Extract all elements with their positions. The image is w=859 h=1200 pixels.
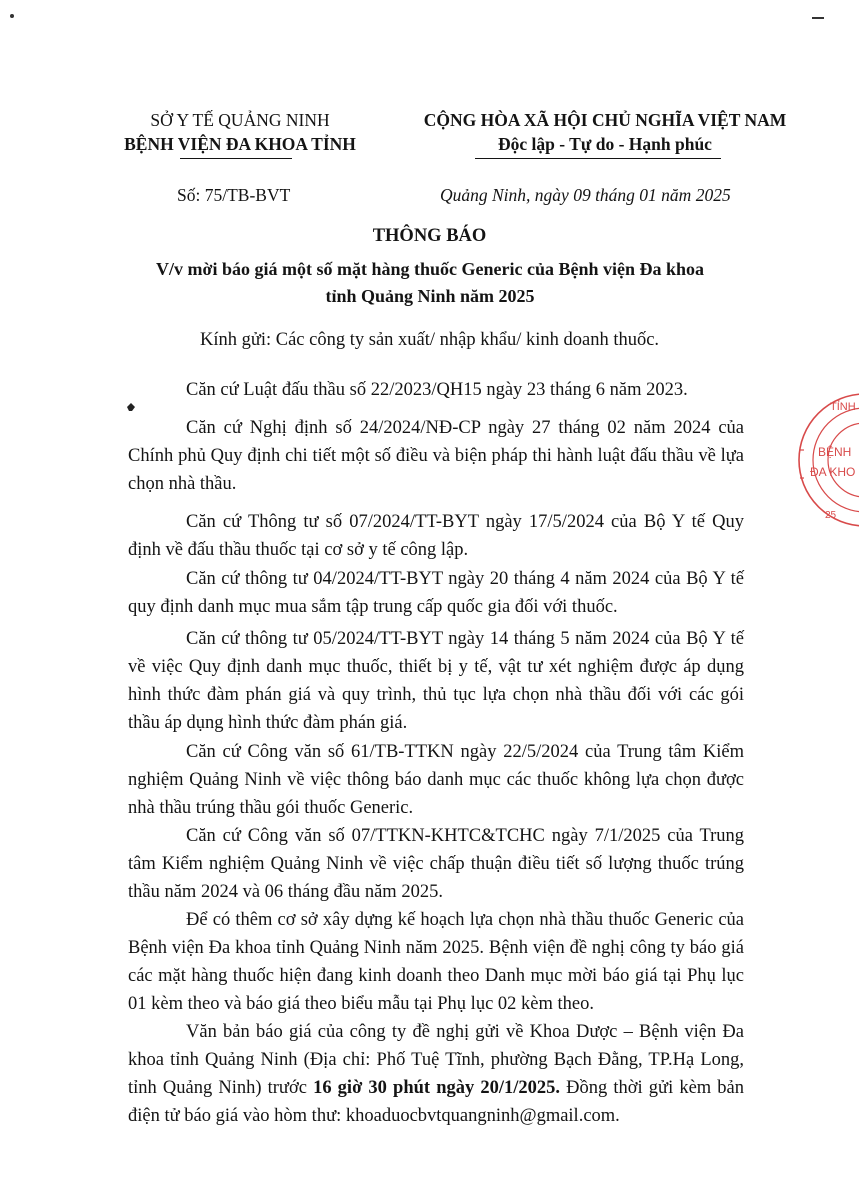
- body-paragraph: Căn cứ Luật đấu thầu số 22/2023/QH15 ngày 23 tháng 6 năm 2023.: [186, 380, 688, 400]
- body-paragraph-submission: [128, 1018, 744, 1130]
- body-paragraph: Căn cứ thông tư 05/2024/TT-BYT ngày 14 tháng 5 năm 2024 của Bộ Y tế về việc Quy định danh mục thuốc, thiết bị y tế, vật tư xét nghiệm được áp dụng hình thức đàm phán giá và quy trình, thủ tục lựa chọn nhà thầu đối với các gói thầu áp dụng hình thức đàm phán giá.: [128, 629, 744, 733]
- national-header: [395, 108, 815, 156]
- body-paragraph: Căn cứ Thông tư số 07/2024/TT-BYT ngày 17/5/2024 của Bộ Y tế Quy định về đấu thầu thuốc tại cơ sở y tế công lập.: [128, 512, 744, 560]
- document-title: THÔNG BÁO: [372, 226, 487, 246]
- body-paragraph: Căn cứ Công văn số 61/TB-TTKN ngày 22/5/2024 của Trung tâm Kiểm nghiệm Quảng Ninh về việc thông báo danh mục các thuốc không lựa chọn được nhà thầu trúng thầu gói thuốc Generic.: [128, 742, 744, 818]
- subject-line-1: V/v mời báo giá một số mặt hàng thuốc Generic của Bệnh viện Đa khoa: [156, 259, 704, 279]
- department-name: SỞ Y TẾ QUẢNG NINH: [150, 110, 330, 130]
- hospital-name: BỆNH VIỆN ĐA KHOA TỈNH: [124, 134, 356, 154]
- submission-text-cont: Đồng thời gửi kèm bản điện tử báo giá vào hòm thư: khoaduocbvtquangninh@gmail.com.: [128, 1078, 745, 1126]
- recipient-line: Kính gửi: Các công ty sản xuất/ nhập khẩu/ kinh doanh thuốc.: [199, 330, 660, 350]
- stamp-bottom-text: 25: [825, 510, 837, 521]
- official-stamp: [770, 388, 859, 538]
- scan-speck: [126, 403, 136, 412]
- stamp-text-line-2: ĐA KHO: [810, 465, 856, 479]
- header-right-underline: [475, 158, 721, 159]
- submission-deadline: 16 giờ 30 phút ngày 20/1/2025.: [313, 1078, 561, 1098]
- country-name: CỘNG HÒA XÃ HỘI CHỦ NGHĨA VIỆT NAM: [423, 110, 787, 130]
- body-paragraph: Căn cứ Nghị định số 24/2024/NĐ-CP ngày 27 tháng 02 năm 2024 của Chính phủ Quy định chi tiết một số điều và biện pháp thi hành luật đấu thầu về lựa chọn nhà thầu.: [128, 418, 744, 494]
- body-paragraph: Căn cứ Công văn số 07/TTKN-KHTC&TCHC ngày 7/1/2025 của Trung tâm Kiểm nghiệm Quảng Ninh về việc chấp thuận điều tiết số lượng thuốc trúng thầu năm 2024 và 06 tháng đầu năm 2025.: [128, 826, 744, 902]
- document-date: Quảng Ninh, ngày 09 tháng 01 năm 2025: [440, 185, 731, 205]
- stamp-arc-text: TỈNH: [830, 401, 856, 413]
- stamp-text-line-1: BỆNH: [818, 445, 852, 459]
- body-paragraph: Căn cứ thông tư 04/2024/TT-BYT ngày 20 tháng 4 năm 2024 của Bộ Y tế quy định danh mục mua sắm tập trung cấp quốc gia đối với thuốc.: [128, 569, 744, 617]
- document-subject: [140, 256, 720, 310]
- document-number: Số: 75/TB-BVT: [177, 185, 291, 205]
- issuing-agency: [100, 108, 380, 156]
- header-left-underline: [180, 158, 292, 159]
- body-paragraph: Để có thêm cơ sở xây dựng kế hoạch lựa chọn nhà thầu thuốc Generic của Bệnh viện Đa khoa tỉnh Quảng Ninh năm 2025. Bệnh viện đề nghị công ty báo giá các mặt hàng thuốc hiện đang kinh doanh theo Danh mục mời báo giá tại Phụ lục 01 kèm theo và báo giá theo biểu mẫu tại Phụ lục 02 kèm theo.: [128, 910, 744, 1014]
- scan-speck: [10, 14, 14, 18]
- scan-speck: [812, 17, 824, 19]
- motto: Độc lập - Tự do - Hạnh phúc: [498, 134, 712, 154]
- submission-text: Văn bản báo giá của công ty đề nghị gửi về Khoa Dược – Bệnh viện Đa khoa tỉnh Quảng Ninh (Địa chỉ: Phố Tuệ Tĩnh, phường Bạch Đằng, TP.Hạ Long, tỉnh Quảng Ninh) trước: [128, 1022, 744, 1098]
- subject-line-2: tỉnh Quảng Ninh năm 2025: [325, 286, 535, 306]
